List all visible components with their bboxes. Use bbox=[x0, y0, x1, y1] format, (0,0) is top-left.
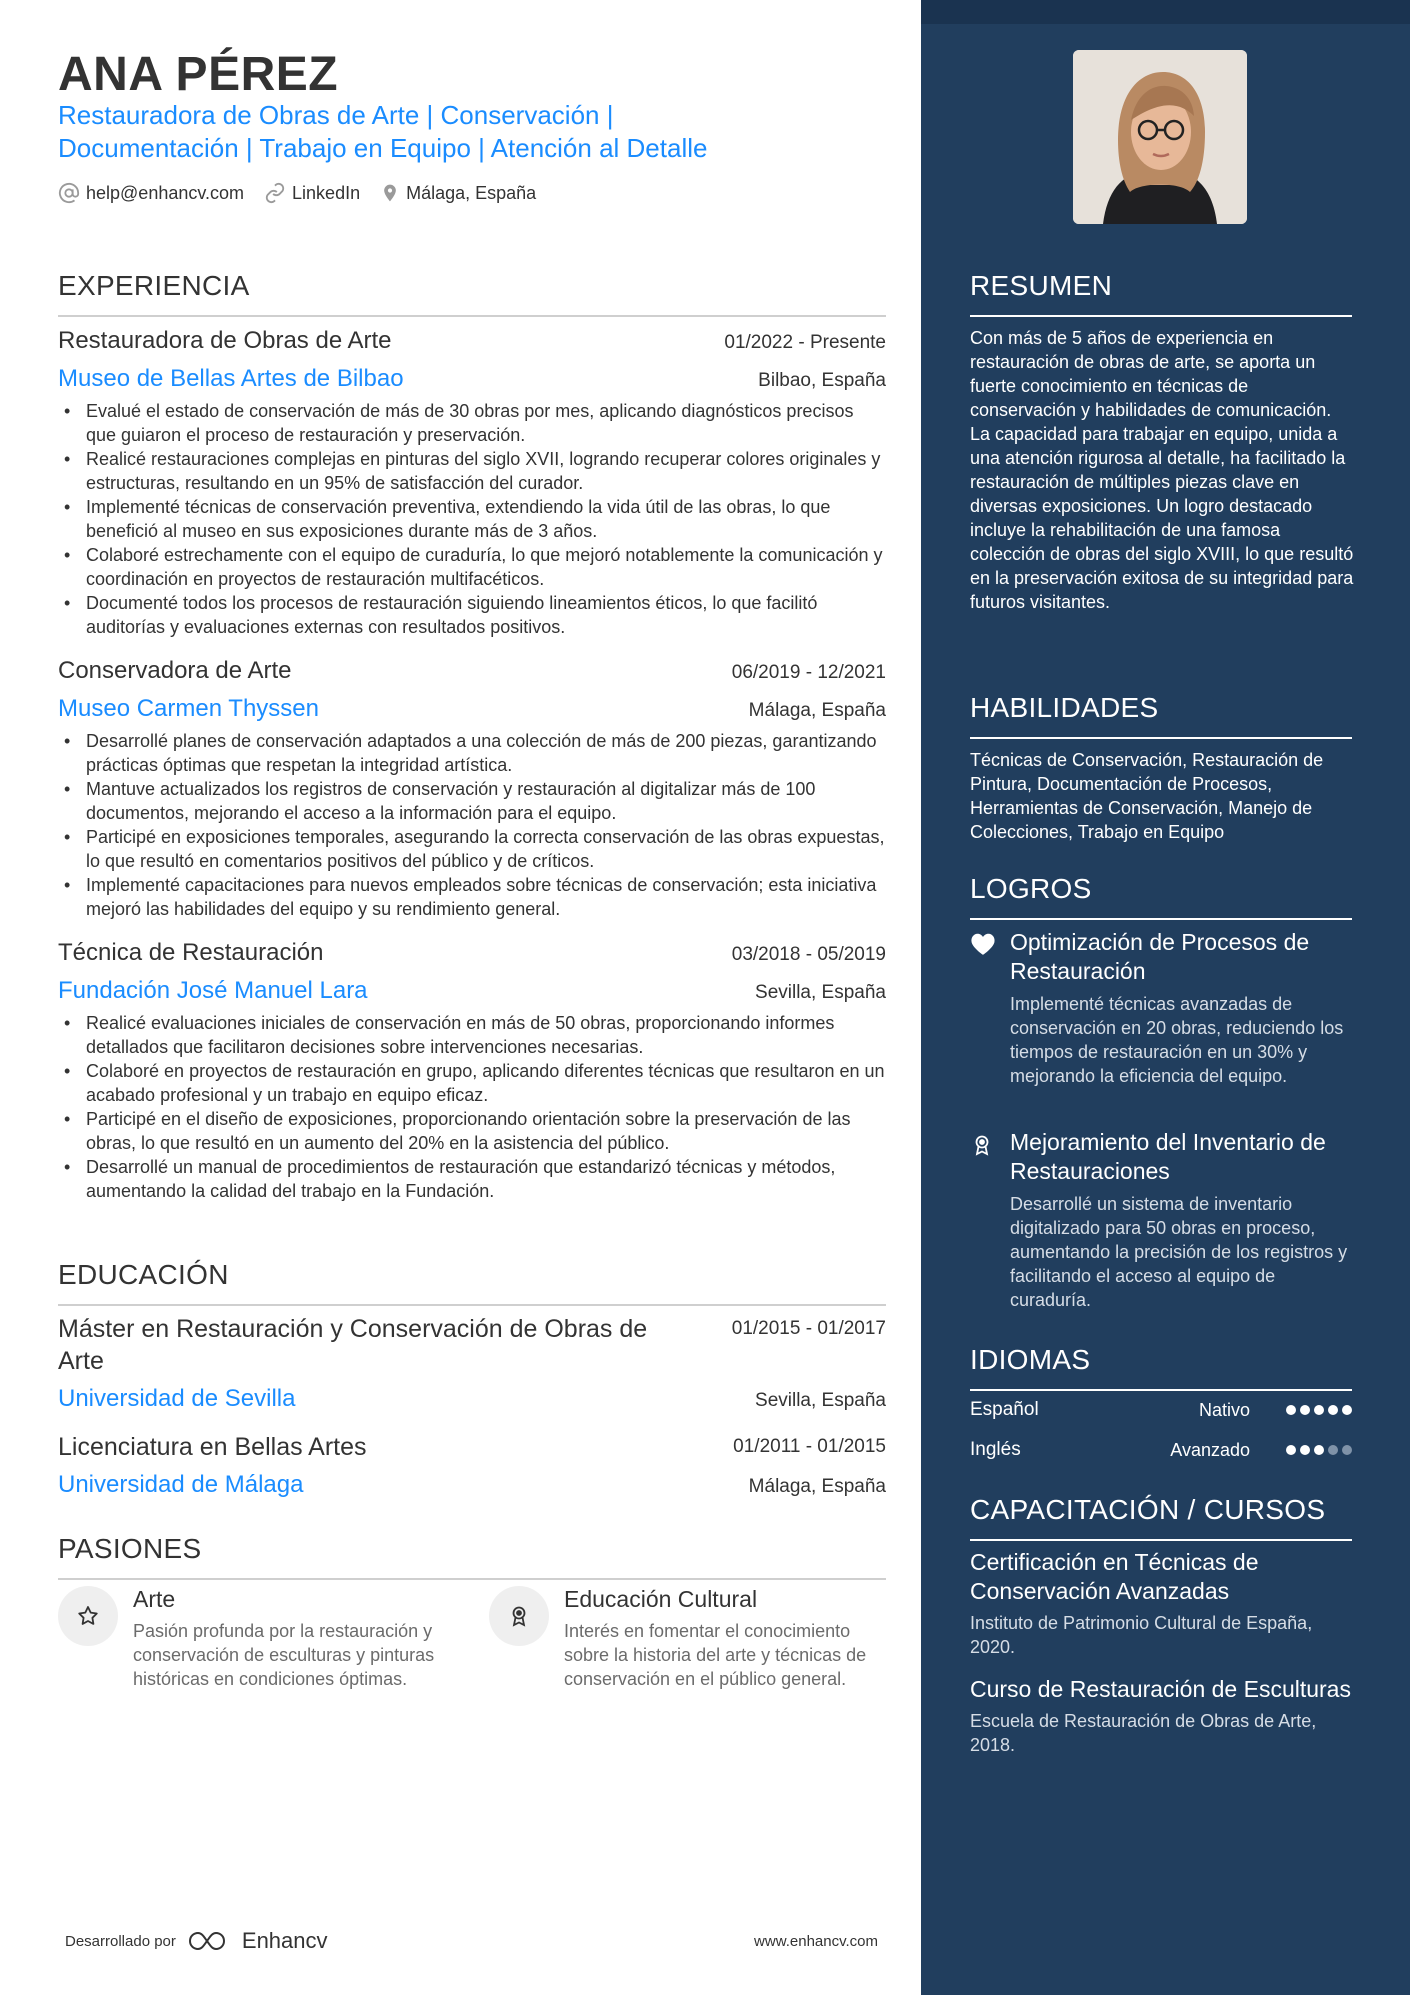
passion-title: Educación Cultural bbox=[564, 1586, 758, 1612]
rating-dot-filled bbox=[1286, 1445, 1296, 1455]
job-date: 03/2018 - 05/2019 bbox=[731, 944, 886, 965]
languages-divider bbox=[970, 1389, 1352, 1391]
achievement-description: Implementé técnicas avanzadas de conservación en 20 obras, reduciendo los tiempos de restauración en un 30% y mejorando la eficiencia del equipo. bbox=[1010, 994, 1344, 1086]
course-institution: Instituto de Patrimonio Cultural de España, 2020. bbox=[970, 1613, 1313, 1657]
job-bullet: • Desarrollé un manual de procedimientos de restauración que estandarizó técnicas y métodos, aumentando la calidad del trabajo en la Fundación. bbox=[58, 1155, 886, 1203]
email-text: help@enhancv.com bbox=[86, 182, 245, 203]
languages-heading: IDIOMAS bbox=[970, 1344, 1091, 1375]
footer-url[interactable]: www.enhancv.com bbox=[754, 1933, 878, 1950]
rating-dot-filled bbox=[1314, 1445, 1324, 1455]
job-location: Málaga, España bbox=[748, 700, 886, 721]
job-bullet: • Documenté todos los procesos de restauración siguiendo lineamientos éticos, lo que facilitó auditorías y evaluaciones externas con resultados positivos. bbox=[58, 591, 886, 639]
education-location: Málaga, España bbox=[748, 1476, 886, 1497]
job-company: Museo Carmen Thyssen bbox=[58, 695, 319, 722]
achievement-item bbox=[970, 1128, 1360, 1312]
job-title: Restauradora de Obras de Arte bbox=[58, 327, 392, 354]
achievement-title: Mejoramiento del Inventario de Restauraciones bbox=[1010, 1129, 1326, 1184]
language-level: Avanzado bbox=[1170, 1439, 1250, 1460]
brand-name: Enhancv bbox=[241, 1928, 328, 1953]
job-bullet: • Participé en el diseño de exposiciones, proporcionando orientación sobre la preservación de las obras, lo que resultó en un aumento del 20% en la asistencia del público. bbox=[58, 1107, 886, 1155]
job-entry bbox=[58, 327, 886, 639]
job-bullets bbox=[58, 399, 886, 639]
rating-dot-filled bbox=[1300, 1445, 1310, 1455]
course-item bbox=[970, 1548, 1360, 1659]
achievements-divider bbox=[970, 918, 1352, 920]
link-icon bbox=[264, 182, 286, 204]
summary-heading: RESUMEN bbox=[970, 270, 1113, 301]
achievement-title: Optimización de Procesos de Restauración bbox=[1010, 929, 1310, 984]
job-bullet: • Implementé técnicas de conservación preventiva, extendiendo la vida útil de las obras, lo que benefició al museo en sus exposiciones durante más de 3 años. bbox=[58, 495, 886, 543]
rating-dot-filled bbox=[1300, 1405, 1310, 1415]
job-bullets bbox=[58, 1011, 886, 1203]
job-bullet: • Implementé capacitaciones para nuevos empleados sobre técnicas de conservación; esta iniciativa mejoró las habilidades del equipo y su rendimiento general. bbox=[58, 873, 886, 921]
location-text: Málaga, España bbox=[406, 182, 537, 203]
star-icon bbox=[58, 1586, 118, 1646]
rating-dot-filled bbox=[1342, 1405, 1352, 1415]
skills-divider bbox=[970, 737, 1352, 739]
job-bullet: • Realicé restauraciones complejas en pinturas del siglo XVII, logrando recuperar colores originales y estructuras, resultando en un 95% de satisfacción del curador. bbox=[58, 447, 886, 495]
rating-dot-empty bbox=[1342, 1445, 1352, 1455]
job-date: 06/2019 - 12/2021 bbox=[731, 662, 886, 683]
sidebar bbox=[921, 0, 1410, 1995]
enhancv-logo-icon bbox=[188, 1930, 234, 1952]
job-entry bbox=[58, 657, 886, 921]
passion-description: Interés en fomentar el conocimiento sobre la historia del arte y técnicas de conservación en el público general. bbox=[564, 1621, 867, 1689]
language-name: Español bbox=[970, 1399, 1039, 1420]
at-icon bbox=[58, 182, 80, 204]
language-level: Nativo bbox=[1198, 1399, 1250, 1420]
skills-heading: HABILIDADES bbox=[970, 692, 1159, 723]
experience-heading: EXPERIENCIA bbox=[58, 270, 250, 301]
headline bbox=[58, 99, 858, 165]
award-icon bbox=[970, 1128, 998, 1312]
education-degree: Máster en Restauración y Conservación de Obras de Arte bbox=[58, 1315, 648, 1375]
education-location: Sevilla, España bbox=[755, 1390, 886, 1411]
job-bullet: • Participé en exposiciones temporales, asegurando la correcta conservación de las obras expuestas, lo que resultó en comentarios positivos del público y de críticos. bbox=[58, 825, 886, 873]
job-title: Técnica de Restauración bbox=[58, 939, 324, 966]
job-bullets bbox=[58, 729, 886, 921]
job-company: Fundación José Manuel Lara bbox=[58, 977, 368, 1004]
job-bullet: • Evalué el estado de conservación de más de 30 obras por mes, aplicando diagnósticos precisos que guiaron el proceso de restauración y preservación. bbox=[58, 399, 886, 447]
headline-line-2: Documentación | Trabajo en Equipo | Atención al Detalle bbox=[58, 133, 708, 163]
location-pin-icon bbox=[380, 182, 400, 204]
job-company: Museo de Bellas Artes de Bilbao bbox=[58, 365, 404, 392]
headline-line-1: Restauradora de Obras de Arte | Conservación | bbox=[58, 100, 614, 130]
education-date: 01/2011 - 01/2015 bbox=[733, 1436, 886, 1457]
education-degree: Licenciatura en Bellas Artes bbox=[58, 1433, 367, 1461]
course-institution: Escuela de Restauración de Obras de Arte, 2018. bbox=[970, 1711, 1317, 1755]
job-entry bbox=[58, 939, 886, 1203]
linkedin-text: LinkedIn bbox=[292, 182, 361, 203]
passions-heading: PASIONES bbox=[58, 1533, 202, 1564]
achievement-description: Desarrollé un sistema de inventario digitalizado para 50 obras en proceso, aumentando la precisión de los registros y facilitando el acceso al equipo de curaduría. bbox=[1010, 1194, 1348, 1310]
candidate-name: ANA PÉREZ bbox=[58, 48, 339, 101]
passions-divider bbox=[58, 1578, 886, 1580]
rating-dot-filled bbox=[1286, 1405, 1296, 1415]
rating-dot-empty bbox=[1328, 1445, 1338, 1455]
language-rating bbox=[1282, 1445, 1352, 1455]
achievement-item bbox=[970, 928, 1360, 1088]
summary-text: Con más de 5 años de experiencia en restauración de obras de arte, se aporta un fuerte conocimiento en técnicas de conservación y habilidades de comunicación. La capacidad para trabajar en equipo, unida a una atención rigurosa al detalle, ha facilitado la restauración de múltiples piezas clave en diversas exposiciones. Un logro destacado incluye la rehabilitación de una famosa colección de obras del siglo XVIII, lo que resultó en la preservación exitosa de su integridad para futuros visitantes. bbox=[970, 328, 1354, 612]
profile-photo bbox=[1073, 50, 1247, 224]
job-date: 01/2022 - Presente bbox=[724, 332, 886, 353]
job-title: Conservadora de Arte bbox=[58, 657, 292, 684]
courses-heading: CAPACITACIÓN / CURSOS bbox=[970, 1494, 1326, 1525]
education-heading: EDUCACIÓN bbox=[58, 1259, 229, 1290]
courses-divider bbox=[970, 1539, 1352, 1541]
award-icon bbox=[489, 1586, 549, 1646]
course-item bbox=[970, 1675, 1360, 1757]
contact-linkedin[interactable] bbox=[264, 182, 360, 204]
rating-dot-filled bbox=[1314, 1405, 1324, 1415]
summary-divider bbox=[970, 315, 1352, 317]
skills-text: Técnicas de Conservación, Restauración de Pintura, Documentación de Procesos, Herramientas de Conservación, Manejo de Colecciones, Trabajo en Equipo bbox=[970, 750, 1324, 842]
heart-icon bbox=[970, 928, 998, 1088]
language-rating bbox=[1282, 1405, 1352, 1415]
experience-divider bbox=[58, 315, 886, 317]
course-title: Curso de Restauración de Esculturas bbox=[970, 1676, 1351, 1702]
education-date: 01/2015 - 01/2017 bbox=[731, 1318, 886, 1339]
job-bullet: • Desarrollé planes de conservación adaptados a una colección de más de 200 piezas, garantizando prácticas óptimas que respetan la integridad artística. bbox=[58, 729, 886, 777]
education-entry bbox=[58, 1431, 886, 1499]
job-bullet: • Mantuve actualizados los registros de conservación y restauración al digitalizar más de 100 documentos, mejorando el acceso a la información para el equipo. bbox=[58, 777, 886, 825]
contact-location bbox=[380, 182, 536, 204]
passion-item bbox=[58, 1586, 458, 1691]
job-bullet: • Realicé evaluaciones iniciales de conservación en más de 50 obras, proporcionando informes detallados que facilitaron decisiones sobre intervenciones necesarias. bbox=[58, 1011, 886, 1059]
course-title: Certificación en Técnicas de Conservación Avanzadas bbox=[970, 1549, 1259, 1604]
passion-title: Arte bbox=[133, 1586, 176, 1612]
education-entry bbox=[58, 1313, 886, 1413]
footer-branding bbox=[65, 1928, 328, 1954]
education-school: Universidad de Sevilla bbox=[58, 1385, 296, 1412]
sidebar-top-bar bbox=[921, 0, 1410, 24]
job-location: Sevilla, España bbox=[755, 982, 886, 1003]
powered-by-text: Desarrollado por bbox=[65, 1932, 176, 1950]
passion-item bbox=[489, 1586, 889, 1691]
education-school: Universidad de Málaga bbox=[58, 1471, 304, 1498]
language-name: Inglés bbox=[970, 1439, 1021, 1460]
rating-dot-filled bbox=[1328, 1405, 1338, 1415]
contact-email[interactable] bbox=[58, 182, 244, 204]
contact-bar bbox=[58, 182, 556, 204]
language-row bbox=[970, 1399, 1352, 1421]
job-location: Bilbao, España bbox=[758, 370, 886, 391]
job-bullet: • Colaboré en proyectos de restauración en grupo, aplicando diferentes técnicas que resultaron en un acabado profesional y un trabajo en equipo eficaz. bbox=[58, 1059, 886, 1107]
education-divider bbox=[58, 1304, 886, 1306]
passion-description: Pasión profunda por la restauración y conservación de esculturas y pinturas históricas en condiciones óptimas. bbox=[133, 1621, 435, 1689]
job-bullet: • Colaboré estrechamente con el equipo de curaduría, lo que mejoró notablemente la comunicación y coordinación en proyectos de restauración multifacéticos. bbox=[58, 543, 886, 591]
language-row bbox=[970, 1439, 1352, 1461]
achievements-heading: LOGROS bbox=[970, 873, 1092, 904]
